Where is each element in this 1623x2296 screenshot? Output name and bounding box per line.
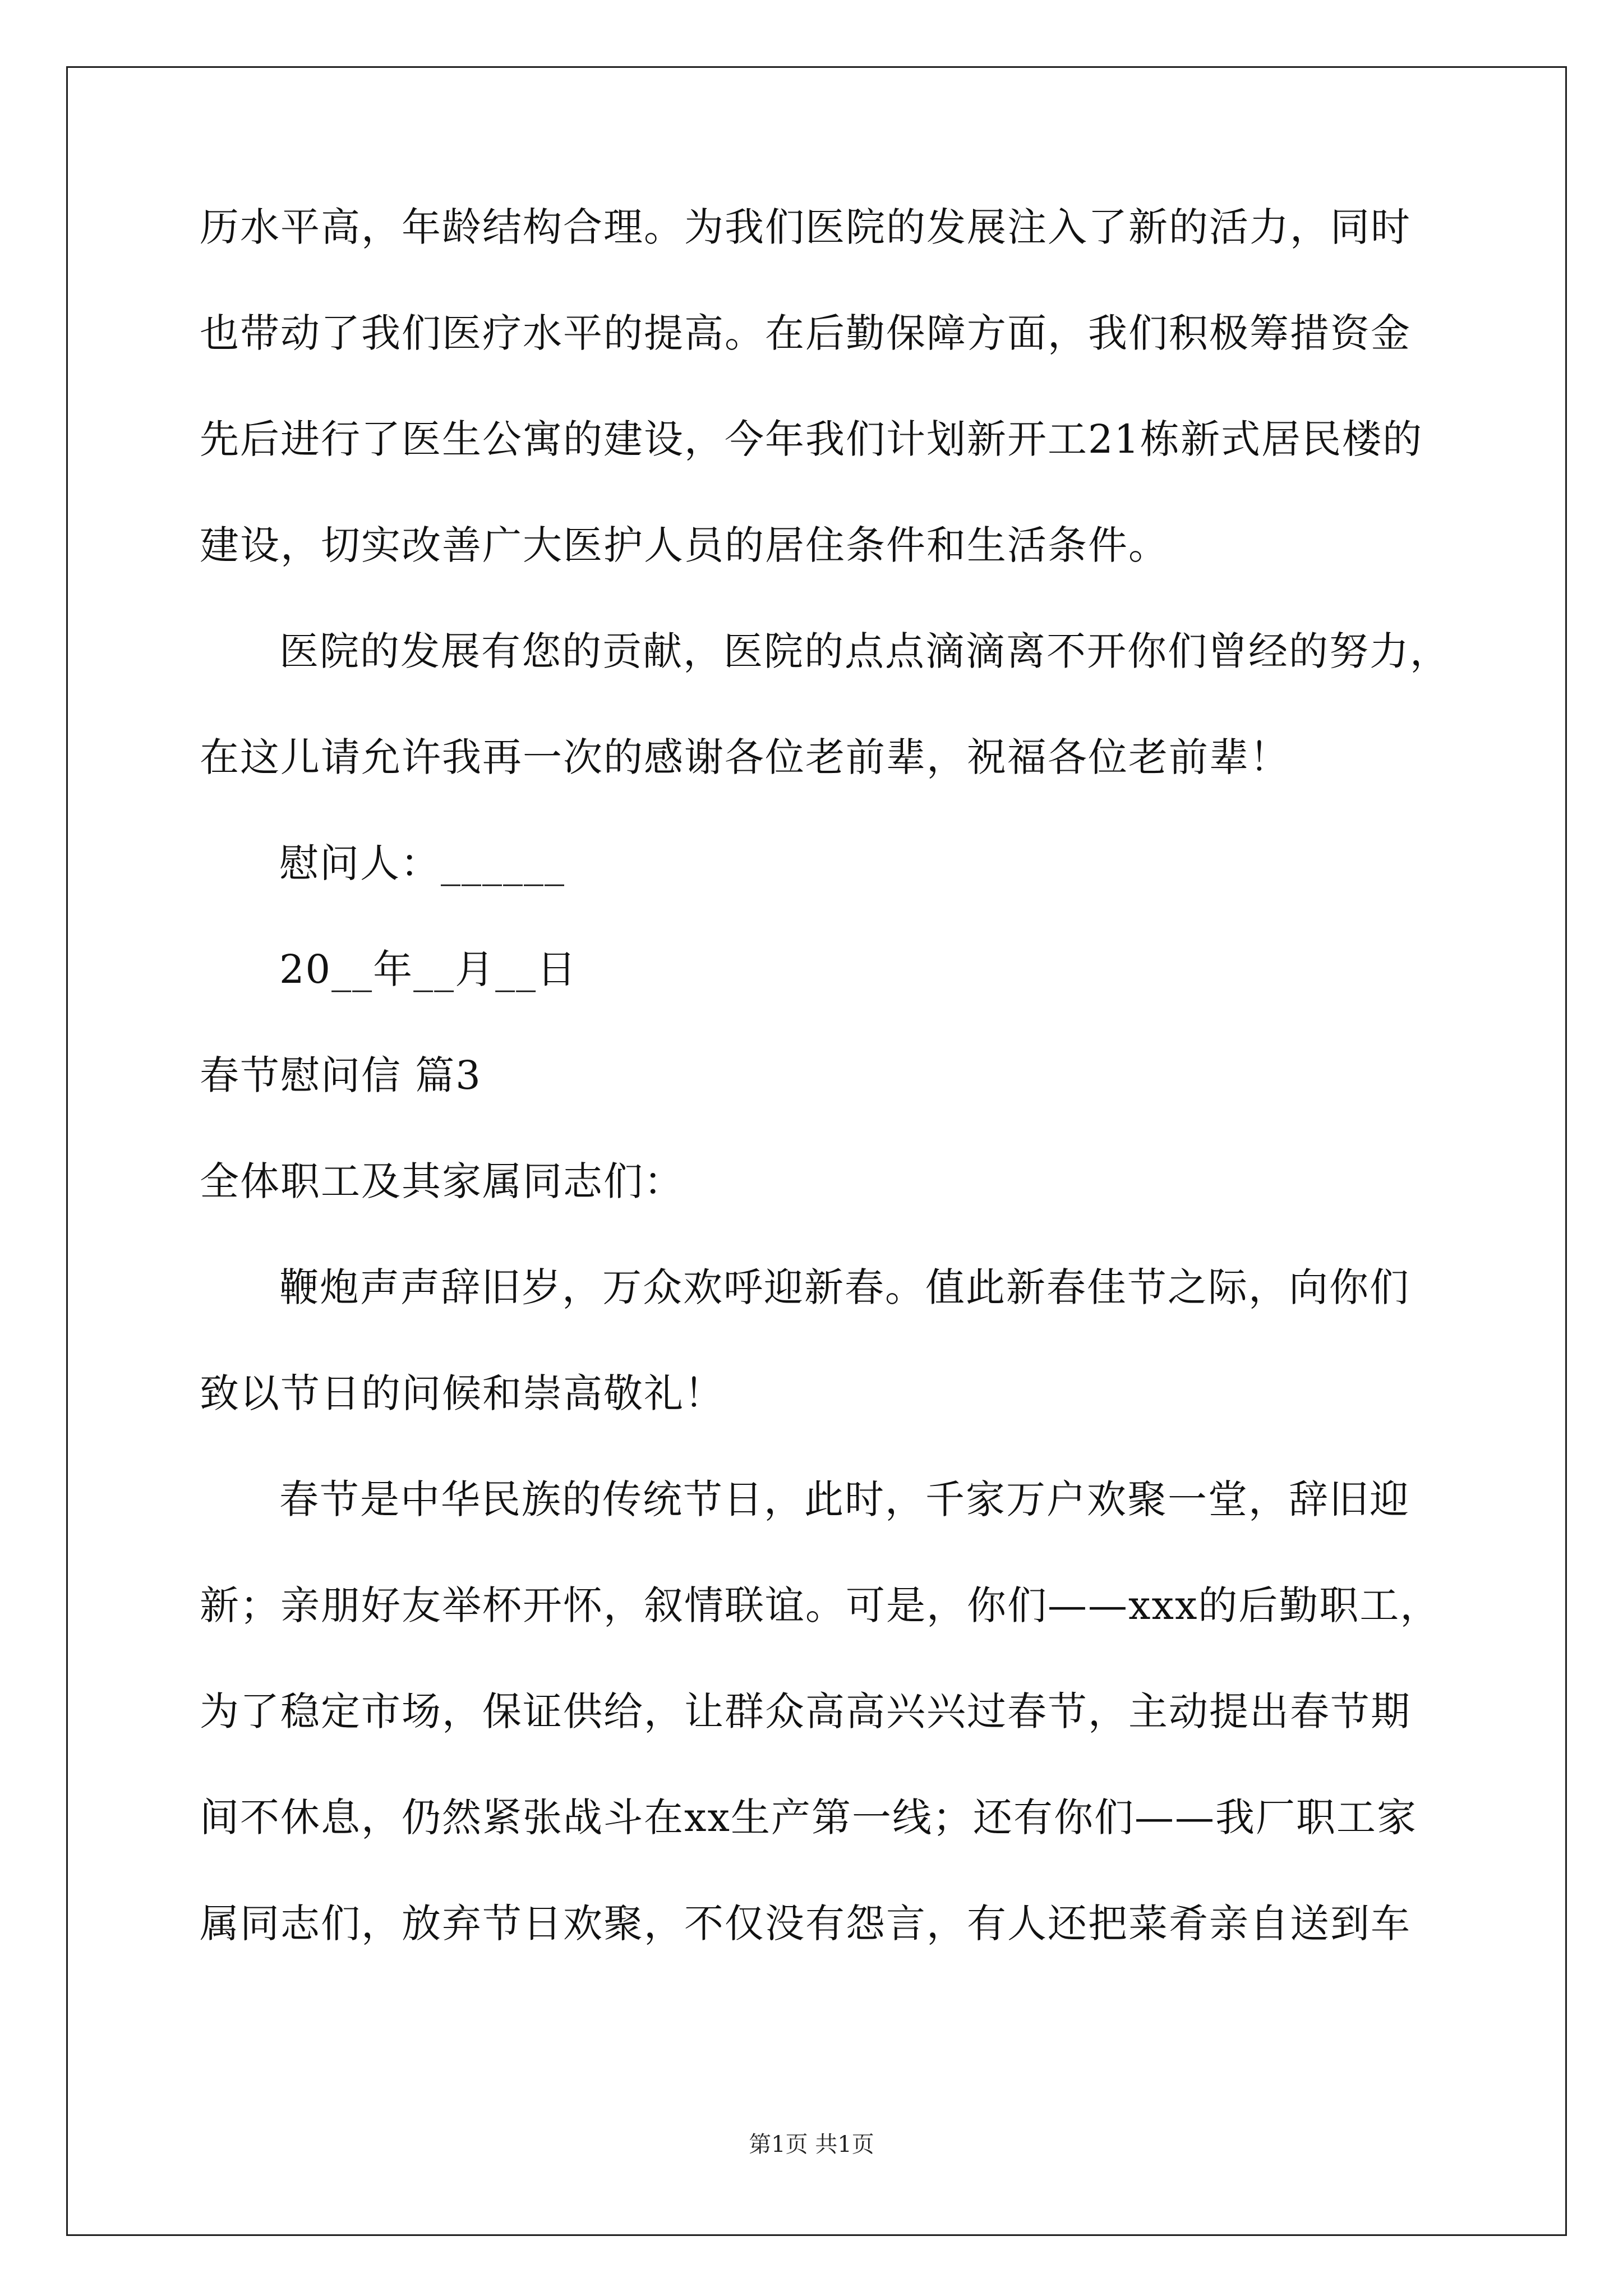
paragraph-start-line: 春节是中华民族的传统节日，此时，千家万户欢聚一堂，辞旧迎 xyxy=(279,1476,1410,1522)
paragraph-start-line: 医院的发展有您的贡献，医院的点点滴滴离不开你们曾经的努力， xyxy=(279,628,1450,674)
salutation-line: 全体职工及其家属同志们： xyxy=(200,1158,684,1204)
text-line: 间不休息，仍然紧张战斗在xx生产第一线；还有你们——我厂职工家 xyxy=(200,1795,1417,1841)
text-line: 先后进行了医生公寓的建设，今年我们计划新开工21栋新式居民楼的 xyxy=(200,416,1423,462)
text-line: 历水平高，年龄结构合理。为我们医院的发展注入了新的活力，同时 xyxy=(200,204,1411,250)
text-line: 建设，切实改善广大医护人员的居住条件和生活条件。 xyxy=(200,522,1169,568)
date-line: 20__年__月__日 xyxy=(279,946,578,992)
page-number-footer: 第1页 共1页 xyxy=(749,2132,874,2157)
text-line: 为了稳定市场，保证供给，让群众高高兴兴过春节，主动提出春节期 xyxy=(200,1688,1411,1734)
section-heading: 春节慰问信 篇3 xyxy=(200,1052,482,1098)
text-line: 也带动了我们医疗水平的提高。在后勤保障方面，我们积极筹措资金 xyxy=(200,310,1411,356)
text-line: 属同志们，放弃节日欢聚，不仅没有怨言，有人还把菜肴亲自送到车 xyxy=(200,1901,1411,1947)
paragraph-start-line: 鞭炮声声辞旧岁，万众欢呼迎新春。值此新春佳节之际，向你们 xyxy=(279,1264,1410,1310)
text-line: 致以节日的问候和崇高敬礼！ xyxy=(200,1370,725,1416)
text-line: 新；亲朋好友举杯开怀，叙情联谊。可是，你们——xxx的后勤职工， xyxy=(200,1582,1441,1628)
signature-line: 慰问人：______ xyxy=(279,840,565,886)
text-line: 在这儿请允许我再一次的感谢各位老前辈，祝福各位老前辈！ xyxy=(200,734,1290,780)
